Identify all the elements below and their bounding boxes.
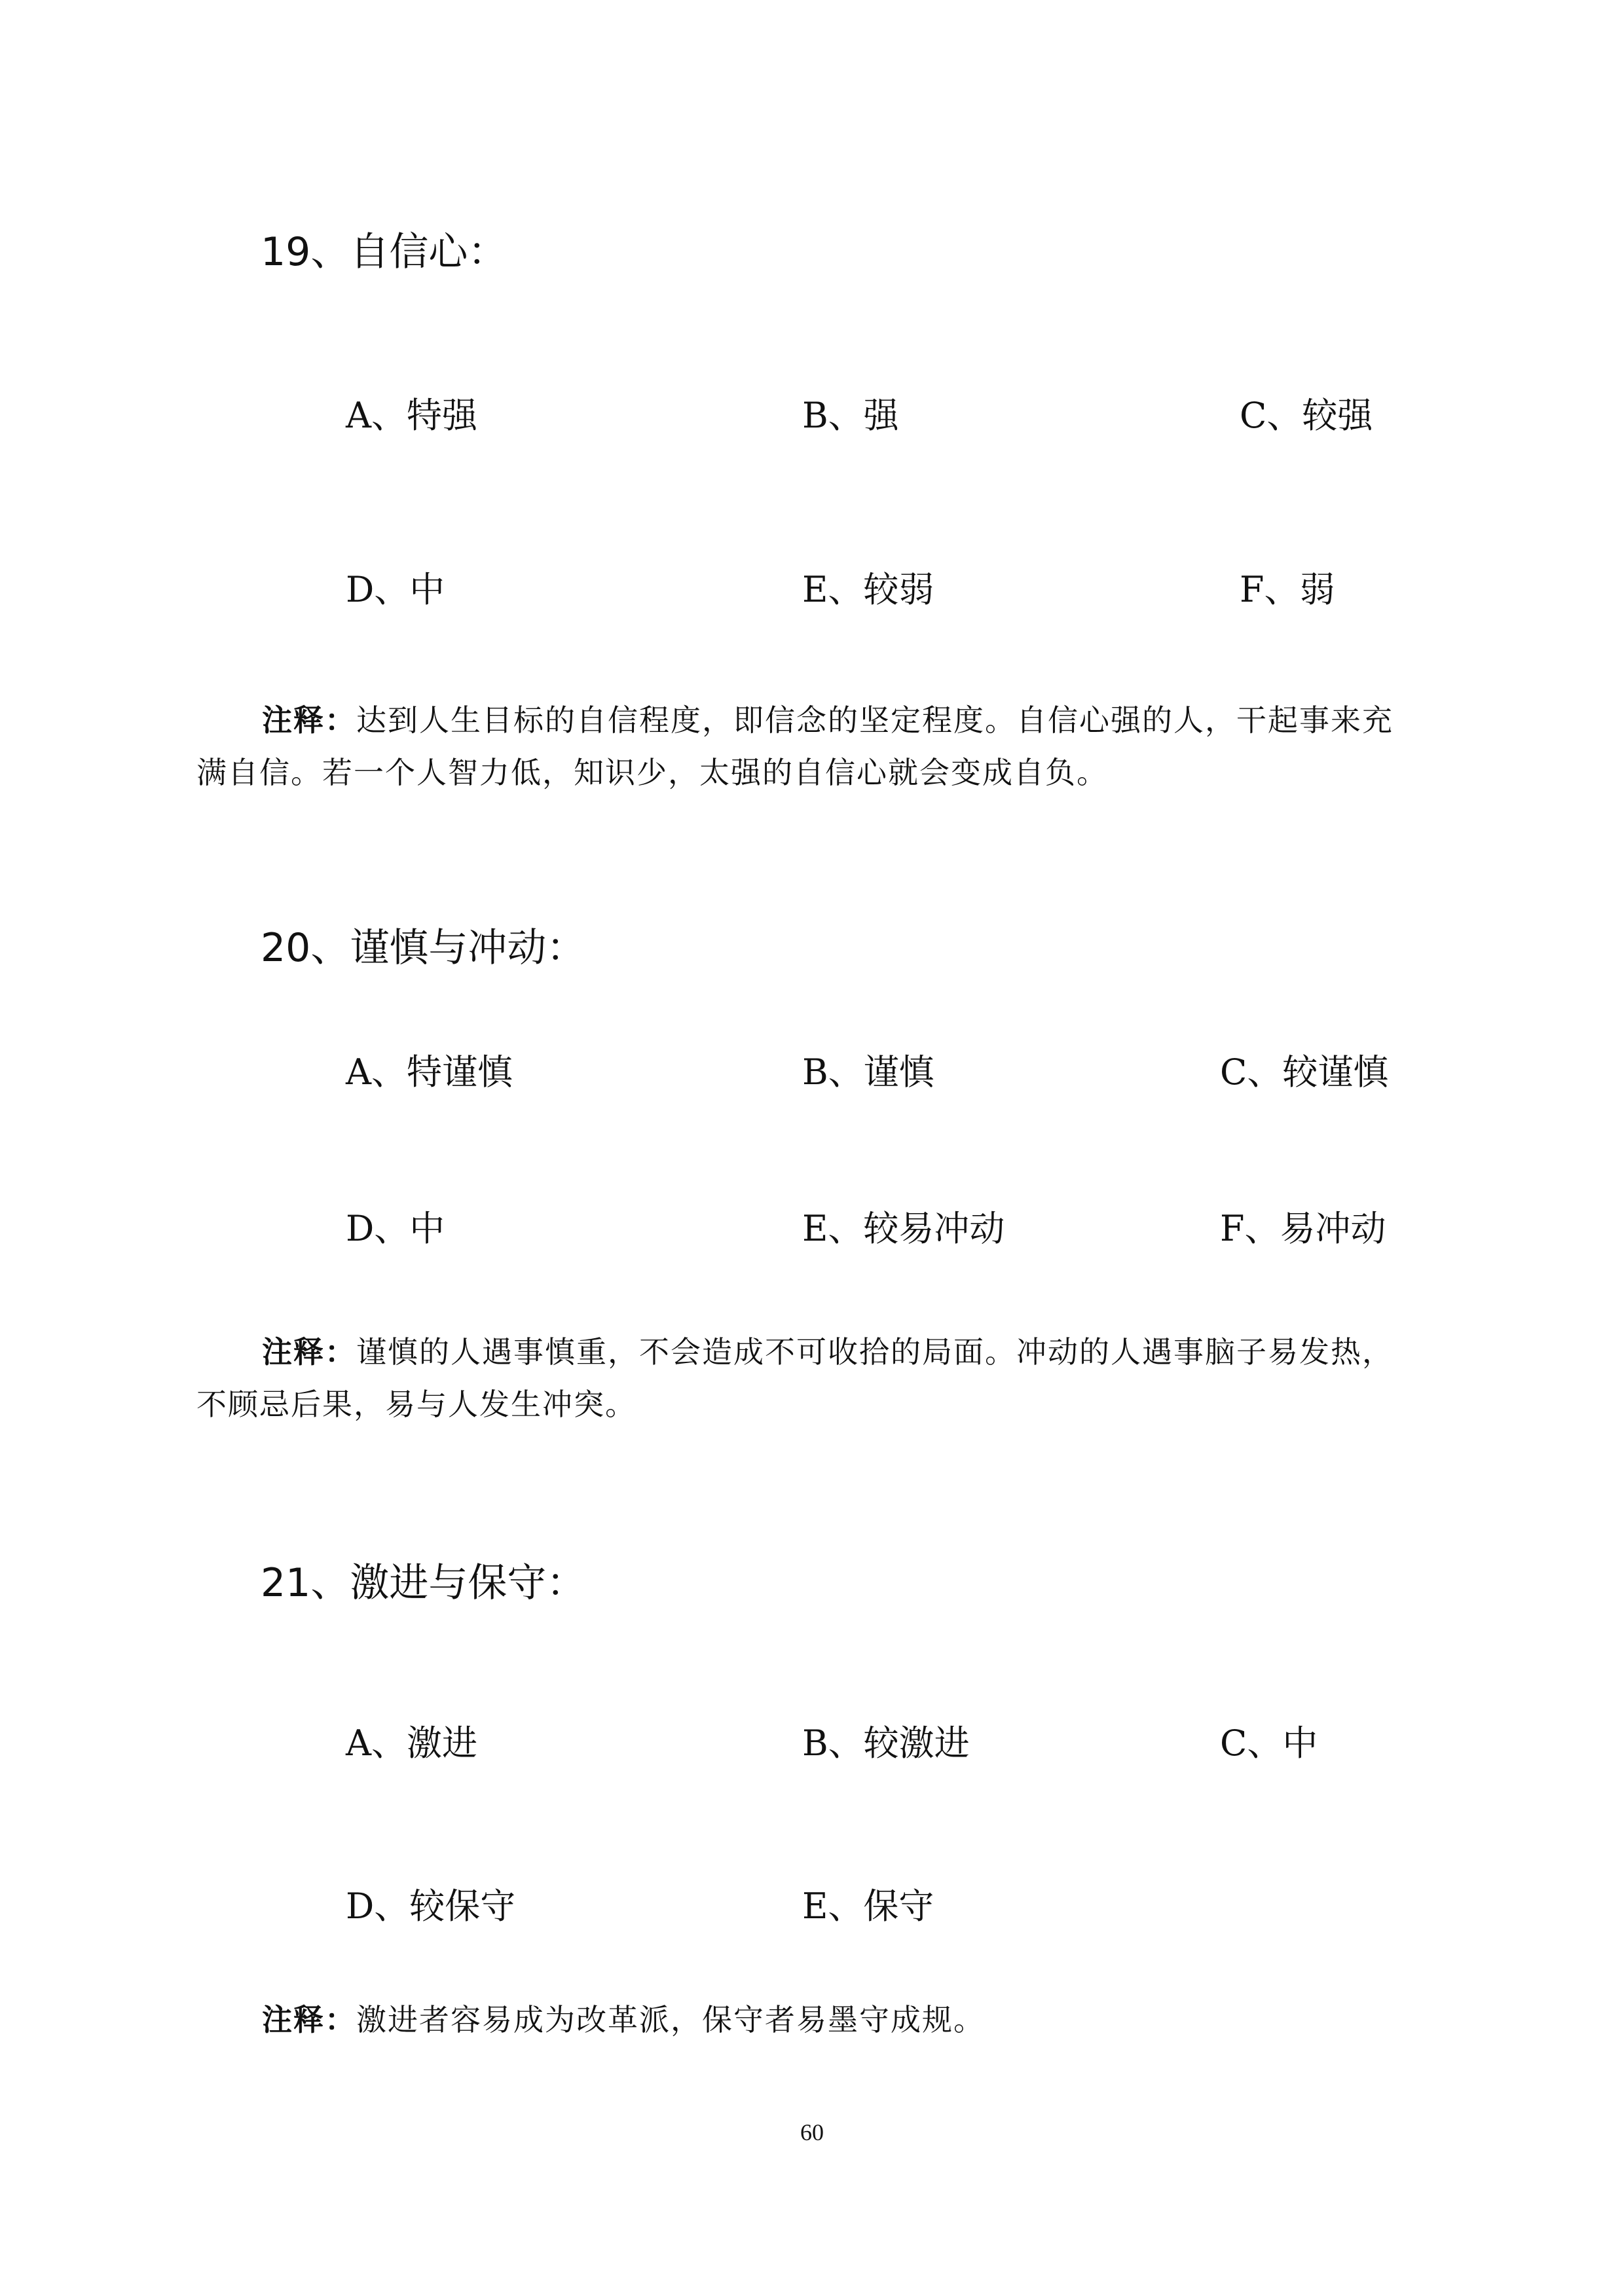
note-line <box>196 1326 1454 1378</box>
option-d: D、较保守 <box>346 1886 516 1927</box>
option-c: C、中 <box>1220 1722 1318 1764</box>
question-title: 19、自信心： <box>261 229 507 275</box>
note-line: 不顾忌后果，易与人发生冲突。 <box>196 1387 637 1422</box>
option-b: B、强 <box>802 395 899 436</box>
note-label: 注释： <box>262 1334 356 1370</box>
option-e: E、较弱 <box>802 569 934 610</box>
option-f: F、弱 <box>1240 569 1335 610</box>
note-text: 激进者容易成为改革派，保守者易墨守成规。 <box>356 2002 985 2037</box>
note-text: 谨慎的人遇事慎重，不会造成不可收拾的局面。冲动的人遇事脑子易发热， <box>356 1334 1393 1370</box>
option-b: B、较激进 <box>802 1722 970 1764</box>
note-label: 注释： <box>262 2002 356 2037</box>
option-c: C、较强 <box>1240 395 1373 436</box>
option-f: F、易冲动 <box>1220 1208 1386 1249</box>
option-a: A、激进 <box>346 1722 477 1764</box>
option-e: E、较易冲动 <box>802 1208 1005 1249</box>
page-number: 60 <box>800 2119 824 2145</box>
option-c: C、较谨慎 <box>1220 1051 1389 1093</box>
question-title: 20、谨慎与冲动： <box>261 925 586 971</box>
note-paragraph <box>196 1994 1454 2046</box>
option-e: E、保守 <box>802 1886 934 1927</box>
option-a: A、特强 <box>346 395 477 436</box>
option-b: B、谨慎 <box>802 1051 934 1093</box>
note-paragraph <box>196 1326 1454 1430</box>
note-line <box>196 1994 1454 2046</box>
note-label: 注释： <box>262 702 356 738</box>
note-text: 达到人生目标的自信程度，即信念的坚定程度。自信心强的人，干起事来充 <box>356 702 1393 738</box>
option-a: A、特谨慎 <box>346 1051 513 1093</box>
option-d: D、中 <box>346 569 445 610</box>
note-paragraph <box>196 694 1454 799</box>
option-d: D、中 <box>346 1208 445 1249</box>
question-title: 21、激进与保守： <box>261 1560 586 1606</box>
note-line: 满自信。若一个人智力低，知识少，太强的自信心就会变成自负。 <box>196 755 1108 790</box>
note-line <box>196 694 1454 746</box>
